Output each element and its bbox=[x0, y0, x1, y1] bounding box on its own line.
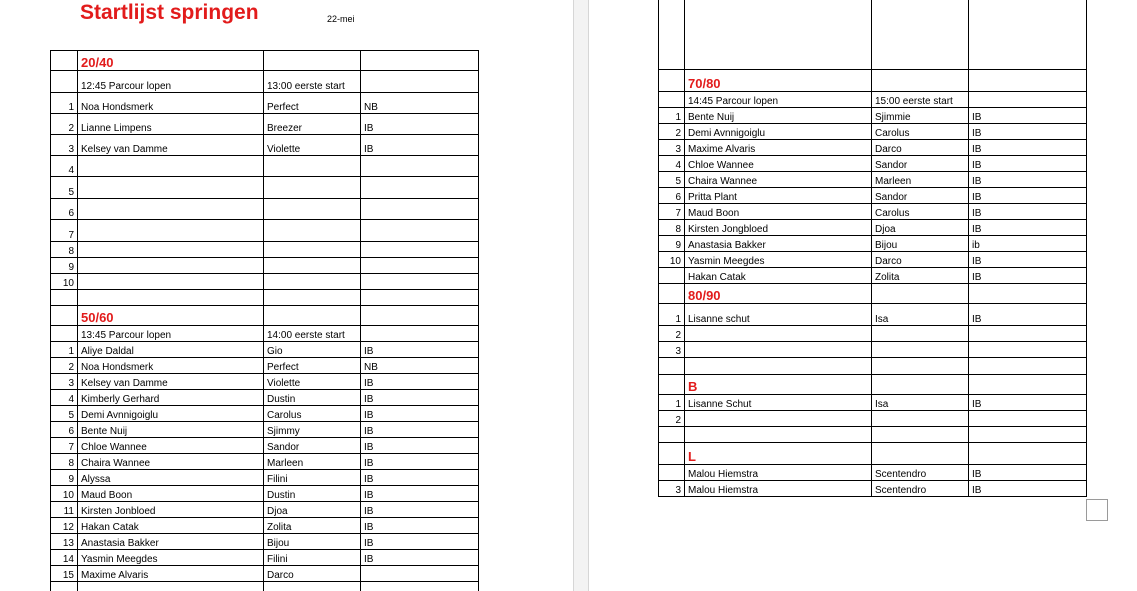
table-row bbox=[51, 135, 479, 156]
table-row bbox=[51, 199, 479, 220]
rider-name: Demi Avnnigoiglu bbox=[78, 406, 264, 422]
table-row bbox=[659, 427, 1087, 443]
class-code: IB bbox=[361, 486, 479, 502]
rider-name: Anastasia Bakker bbox=[78, 534, 264, 550]
table-row bbox=[51, 422, 479, 438]
horse-name: Violette bbox=[264, 135, 361, 156]
rider-name: Lianne Limpens bbox=[78, 114, 264, 135]
empty-cell bbox=[969, 0, 1087, 70]
start-number: 3 bbox=[51, 135, 78, 156]
empty-cell bbox=[264, 582, 361, 591]
table-row bbox=[51, 550, 479, 566]
start-number: 15 bbox=[51, 566, 78, 582]
class-code: IB bbox=[361, 114, 479, 135]
empty-cell bbox=[872, 443, 969, 465]
start-number: 9 bbox=[51, 470, 78, 486]
rider-name: Chaira Wannee bbox=[78, 454, 264, 470]
class-code: IB bbox=[361, 534, 479, 550]
class-code: IB bbox=[969, 204, 1087, 220]
rider-name: Kirsten Jongbloed bbox=[685, 220, 872, 236]
table-row bbox=[659, 70, 1087, 92]
horse-name bbox=[264, 177, 361, 199]
empty-cell bbox=[51, 582, 78, 591]
class-code bbox=[361, 220, 479, 242]
rider-name bbox=[78, 258, 264, 274]
empty-cell bbox=[659, 70, 685, 92]
horse-name bbox=[872, 342, 969, 358]
rider-name bbox=[78, 199, 264, 220]
class-code bbox=[969, 342, 1087, 358]
class-code: IB bbox=[969, 268, 1087, 284]
empty-cell bbox=[264, 290, 361, 306]
table-row bbox=[51, 374, 479, 390]
horse-name: Zolita bbox=[264, 518, 361, 534]
table-row bbox=[51, 358, 479, 374]
horse-name: Filini bbox=[264, 470, 361, 486]
horse-name bbox=[872, 411, 969, 427]
rider-name: Aliye Daldal bbox=[78, 342, 264, 358]
start-number: 14 bbox=[51, 550, 78, 566]
empty-cell bbox=[78, 582, 264, 591]
horse-name: Djoa bbox=[872, 220, 969, 236]
empty-cell bbox=[969, 443, 1087, 465]
empty-cell bbox=[659, 443, 685, 465]
table-row bbox=[659, 304, 1087, 326]
table-row bbox=[51, 502, 479, 518]
start-number: 4 bbox=[51, 156, 78, 177]
class-code bbox=[361, 156, 479, 177]
rider-name: Kimberly Gerhard bbox=[78, 390, 264, 406]
rider-name: Maud Boon bbox=[685, 204, 872, 220]
horse-name: Perfect bbox=[264, 93, 361, 114]
rider-name: Kelsey van Damme bbox=[78, 374, 264, 390]
empty-cell bbox=[872, 427, 969, 443]
rider-name: Anastasia Bakker bbox=[685, 236, 872, 252]
horse-name bbox=[264, 258, 361, 274]
empty-cell bbox=[872, 358, 969, 375]
horse-name: Isa bbox=[872, 395, 969, 411]
rider-name: Malou Hiemstra bbox=[685, 481, 872, 497]
first-start-time: 15:00 eerste start bbox=[872, 92, 969, 108]
start-number: 6 bbox=[659, 188, 685, 204]
start-number: 3 bbox=[51, 374, 78, 390]
table-row bbox=[51, 326, 479, 342]
horse-name: Djoa bbox=[264, 502, 361, 518]
horse-name: Zolita bbox=[872, 268, 969, 284]
section-title: 20/40 bbox=[78, 51, 264, 71]
horse-name: Darco bbox=[264, 566, 361, 582]
section-title: 50/60 bbox=[78, 306, 264, 326]
start-number: 8 bbox=[659, 220, 685, 236]
first-start-time: 14:00 eerste start bbox=[264, 326, 361, 342]
class-code bbox=[969, 411, 1087, 427]
horse-name bbox=[264, 199, 361, 220]
table-row bbox=[659, 465, 1087, 481]
empty-cell bbox=[51, 51, 78, 71]
horse-name: Sjimmie bbox=[872, 108, 969, 124]
table-row bbox=[659, 268, 1087, 284]
rider-name: Maxime Alvaris bbox=[685, 140, 872, 156]
table-row bbox=[51, 71, 479, 93]
rider-name: Lisanne schut bbox=[685, 304, 872, 326]
empty-cell bbox=[51, 71, 78, 93]
rider-name: Pritta Plant bbox=[685, 188, 872, 204]
empty-cell bbox=[264, 306, 361, 326]
horse-name: Filini bbox=[264, 550, 361, 566]
course-walk-time: 13:45 Parcour lopen bbox=[78, 326, 264, 342]
class-code bbox=[361, 274, 479, 290]
startlist-table-left bbox=[50, 50, 479, 591]
horse-name: Dustin bbox=[264, 486, 361, 502]
start-number: 9 bbox=[659, 236, 685, 252]
start-number: 3 bbox=[659, 481, 685, 497]
rider-name: Hakan Catak bbox=[685, 268, 872, 284]
empty-cell bbox=[872, 70, 969, 92]
empty-cell bbox=[685, 358, 872, 375]
horse-name: Marleen bbox=[264, 454, 361, 470]
table-row bbox=[659, 92, 1087, 108]
start-number: 4 bbox=[659, 156, 685, 172]
empty-cell bbox=[969, 375, 1087, 395]
empty-cell bbox=[872, 0, 969, 70]
event-date: 22-mei bbox=[327, 14, 355, 24]
table-row bbox=[659, 236, 1087, 252]
class-code: IB bbox=[361, 390, 479, 406]
start-number: 1 bbox=[51, 93, 78, 114]
class-code: IB bbox=[361, 374, 479, 390]
empty-cell bbox=[659, 427, 685, 443]
table-row bbox=[51, 274, 479, 290]
empty-cell bbox=[659, 0, 685, 70]
start-number bbox=[659, 465, 685, 481]
table-row bbox=[51, 486, 479, 502]
horse-name: Darco bbox=[872, 140, 969, 156]
start-number: 13 bbox=[51, 534, 78, 550]
start-number: 2 bbox=[51, 358, 78, 374]
rider-name bbox=[78, 156, 264, 177]
class-code: NB bbox=[361, 358, 479, 374]
empty-cell bbox=[659, 358, 685, 375]
horse-name: Violette bbox=[264, 374, 361, 390]
empty-cell bbox=[659, 284, 685, 304]
class-code: IB bbox=[361, 342, 479, 358]
empty-cell bbox=[51, 306, 78, 326]
class-code: IB bbox=[361, 422, 479, 438]
rider-name bbox=[78, 242, 264, 258]
table-row bbox=[51, 406, 479, 422]
section-title: 70/80 bbox=[685, 70, 872, 92]
horse-name: Scentendro bbox=[872, 465, 969, 481]
horse-name: Carolus bbox=[264, 406, 361, 422]
start-number: 7 bbox=[659, 204, 685, 220]
table-row bbox=[659, 342, 1087, 358]
class-code: IB bbox=[361, 454, 479, 470]
table-row bbox=[51, 470, 479, 486]
class-code: IB bbox=[361, 438, 479, 454]
rider-name bbox=[685, 342, 872, 358]
start-number bbox=[659, 268, 685, 284]
class-code: IB bbox=[969, 124, 1087, 140]
empty-cell bbox=[872, 284, 969, 304]
empty-cell bbox=[872, 375, 969, 395]
horse-name: Darco bbox=[872, 252, 969, 268]
empty-cell bbox=[264, 51, 361, 71]
rider-name: Bente Nuij bbox=[78, 422, 264, 438]
rider-name bbox=[78, 177, 264, 199]
table-row bbox=[51, 566, 479, 582]
empty-cell bbox=[685, 0, 872, 70]
table-row bbox=[659, 284, 1087, 304]
start-number: 6 bbox=[51, 199, 78, 220]
horse-name: Sandor bbox=[872, 156, 969, 172]
class-code: IB bbox=[969, 108, 1087, 124]
table-row bbox=[51, 258, 479, 274]
horse-name: Scentendro bbox=[872, 481, 969, 497]
class-code: NB bbox=[361, 93, 479, 114]
table-row bbox=[659, 108, 1087, 124]
empty-cell bbox=[659, 375, 685, 395]
class-code bbox=[969, 326, 1087, 342]
horse-name: Marleen bbox=[872, 172, 969, 188]
start-number: 10 bbox=[51, 274, 78, 290]
start-number: 6 bbox=[51, 422, 78, 438]
empty-cell bbox=[969, 358, 1087, 375]
table-row bbox=[659, 220, 1087, 236]
rider-name: Chaira Wannee bbox=[685, 172, 872, 188]
table-row bbox=[659, 375, 1087, 395]
rider-name: Kirsten Jonbloed bbox=[78, 502, 264, 518]
table-row bbox=[51, 93, 479, 114]
start-number: 2 bbox=[659, 326, 685, 342]
table-row bbox=[659, 395, 1087, 411]
start-number: 5 bbox=[659, 172, 685, 188]
table-row bbox=[659, 252, 1087, 268]
start-number: 1 bbox=[51, 342, 78, 358]
empty-cell bbox=[51, 290, 78, 306]
table-row bbox=[659, 188, 1087, 204]
resize-handle[interactable] bbox=[1086, 499, 1108, 521]
empty-cell bbox=[361, 71, 479, 93]
horse-name: Sandor bbox=[872, 188, 969, 204]
course-walk-time: 12:45 Parcour lopen bbox=[78, 71, 264, 93]
rider-name: Yasmin Meegdes bbox=[78, 550, 264, 566]
class-code: IB bbox=[361, 135, 479, 156]
table-row bbox=[659, 204, 1087, 220]
table-row bbox=[659, 326, 1087, 342]
start-number: 12 bbox=[51, 518, 78, 534]
table-row bbox=[51, 454, 479, 470]
class-code: IB bbox=[361, 502, 479, 518]
start-number: 1 bbox=[659, 304, 685, 326]
class-code: IB bbox=[969, 481, 1087, 497]
table-row bbox=[659, 481, 1087, 497]
startlist-table-right bbox=[658, 0, 1087, 497]
table-row bbox=[659, 156, 1087, 172]
table-row bbox=[659, 0, 1087, 70]
rider-name: Maxime Alvaris bbox=[78, 566, 264, 582]
table-row bbox=[659, 124, 1087, 140]
class-code: IB bbox=[969, 395, 1087, 411]
rider-name: Noa Hondsmerk bbox=[78, 93, 264, 114]
table-row bbox=[51, 177, 479, 199]
rider-name: Malou Hiemstra bbox=[685, 465, 872, 481]
rider-name: Yasmin Meegdes bbox=[685, 252, 872, 268]
rider-name bbox=[78, 274, 264, 290]
table-row bbox=[51, 342, 479, 358]
table-row bbox=[659, 411, 1087, 427]
rider-name: Noa Hondsmerk bbox=[78, 358, 264, 374]
rider-name: Chloe Wannee bbox=[685, 156, 872, 172]
empty-cell bbox=[659, 92, 685, 108]
start-number: 3 bbox=[659, 342, 685, 358]
table-row bbox=[51, 582, 479, 591]
rider-name: Hakan Catak bbox=[78, 518, 264, 534]
section-title: B bbox=[685, 375, 872, 395]
horse-name: Sjimmy bbox=[264, 422, 361, 438]
start-number: 1 bbox=[659, 108, 685, 124]
section-title: L bbox=[685, 443, 872, 465]
horse-name: Breezer bbox=[264, 114, 361, 135]
empty-cell bbox=[361, 326, 479, 342]
empty-cell bbox=[361, 290, 479, 306]
rider-name: Chloe Wannee bbox=[78, 438, 264, 454]
class-code: IB bbox=[969, 188, 1087, 204]
start-number: 5 bbox=[51, 406, 78, 422]
rider-name: Lisanne Schut bbox=[685, 395, 872, 411]
table-row bbox=[659, 443, 1087, 465]
table-row bbox=[659, 172, 1087, 188]
page-divider bbox=[573, 0, 589, 591]
class-code: IB bbox=[361, 406, 479, 422]
table-row bbox=[659, 358, 1087, 375]
horse-name bbox=[872, 326, 969, 342]
empty-cell bbox=[969, 70, 1087, 92]
table-row bbox=[51, 534, 479, 550]
horse-name bbox=[264, 156, 361, 177]
start-number: 7 bbox=[51, 438, 78, 454]
class-code: IB bbox=[969, 304, 1087, 326]
rider-name bbox=[685, 326, 872, 342]
class-code bbox=[361, 199, 479, 220]
class-code: IB bbox=[969, 172, 1087, 188]
class-code: IB bbox=[969, 465, 1087, 481]
class-code: IB bbox=[361, 550, 479, 566]
class-code: IB bbox=[361, 470, 479, 486]
table-row bbox=[51, 114, 479, 135]
empty-cell bbox=[685, 427, 872, 443]
start-number: 8 bbox=[51, 242, 78, 258]
horse-name bbox=[264, 242, 361, 258]
class-code: IB bbox=[969, 220, 1087, 236]
empty-cell bbox=[361, 51, 479, 71]
empty-cell bbox=[969, 92, 1087, 108]
class-code: IB bbox=[969, 140, 1087, 156]
rider-name: Demi Avnnigoiglu bbox=[685, 124, 872, 140]
class-code: IB bbox=[969, 156, 1087, 172]
start-number: 10 bbox=[659, 252, 685, 268]
horse-name bbox=[264, 274, 361, 290]
horse-name: Gio bbox=[264, 342, 361, 358]
horse-name: Isa bbox=[872, 304, 969, 326]
rider-name bbox=[685, 411, 872, 427]
table-row bbox=[51, 220, 479, 242]
first-start-time: 13:00 eerste start bbox=[264, 71, 361, 93]
rider-name bbox=[78, 220, 264, 242]
table-row bbox=[51, 390, 479, 406]
rider-name: Maud Boon bbox=[78, 486, 264, 502]
start-number: 11 bbox=[51, 502, 78, 518]
empty-cell bbox=[969, 284, 1087, 304]
table-row bbox=[51, 438, 479, 454]
start-number: 1 bbox=[659, 395, 685, 411]
horse-name: Carolus bbox=[872, 124, 969, 140]
horse-name: Bijou bbox=[872, 236, 969, 252]
start-number: 9 bbox=[51, 258, 78, 274]
class-code bbox=[361, 242, 479, 258]
class-code: IB bbox=[361, 518, 479, 534]
empty-cell bbox=[969, 427, 1087, 443]
horse-name: Dustin bbox=[264, 390, 361, 406]
table-row bbox=[51, 51, 479, 71]
page-title: Startlijst springen bbox=[80, 1, 259, 24]
start-number: 10 bbox=[51, 486, 78, 502]
start-number: 2 bbox=[659, 124, 685, 140]
rider-name: Alyssa bbox=[78, 470, 264, 486]
table-row bbox=[51, 156, 479, 177]
horse-name: Carolus bbox=[872, 204, 969, 220]
horse-name: Bijou bbox=[264, 534, 361, 550]
class-code: IB bbox=[969, 252, 1087, 268]
table-row bbox=[51, 306, 479, 326]
horse-name: Sandor bbox=[264, 438, 361, 454]
class-code bbox=[361, 177, 479, 199]
horse-name: Perfect bbox=[264, 358, 361, 374]
start-number: 7 bbox=[51, 220, 78, 242]
start-number: 5 bbox=[51, 177, 78, 199]
table-row bbox=[51, 518, 479, 534]
rider-name: Kelsey van Damme bbox=[78, 135, 264, 156]
rider-name: Bente Nuij bbox=[685, 108, 872, 124]
empty-cell bbox=[361, 582, 479, 591]
table-row bbox=[51, 242, 479, 258]
class-code: ib bbox=[969, 236, 1087, 252]
empty-cell bbox=[51, 326, 78, 342]
start-number: 2 bbox=[51, 114, 78, 135]
start-number: 4 bbox=[51, 390, 78, 406]
start-number: 3 bbox=[659, 140, 685, 156]
empty-cell bbox=[78, 290, 264, 306]
start-number: 2 bbox=[659, 411, 685, 427]
horse-name bbox=[264, 220, 361, 242]
start-number: 8 bbox=[51, 454, 78, 470]
course-walk-time: 14:45 Parcour lopen bbox=[685, 92, 872, 108]
class-code bbox=[361, 566, 479, 582]
table-row bbox=[51, 290, 479, 306]
section-title: 80/90 bbox=[685, 284, 872, 304]
table-row bbox=[659, 140, 1087, 156]
empty-cell bbox=[361, 306, 479, 326]
class-code bbox=[361, 258, 479, 274]
